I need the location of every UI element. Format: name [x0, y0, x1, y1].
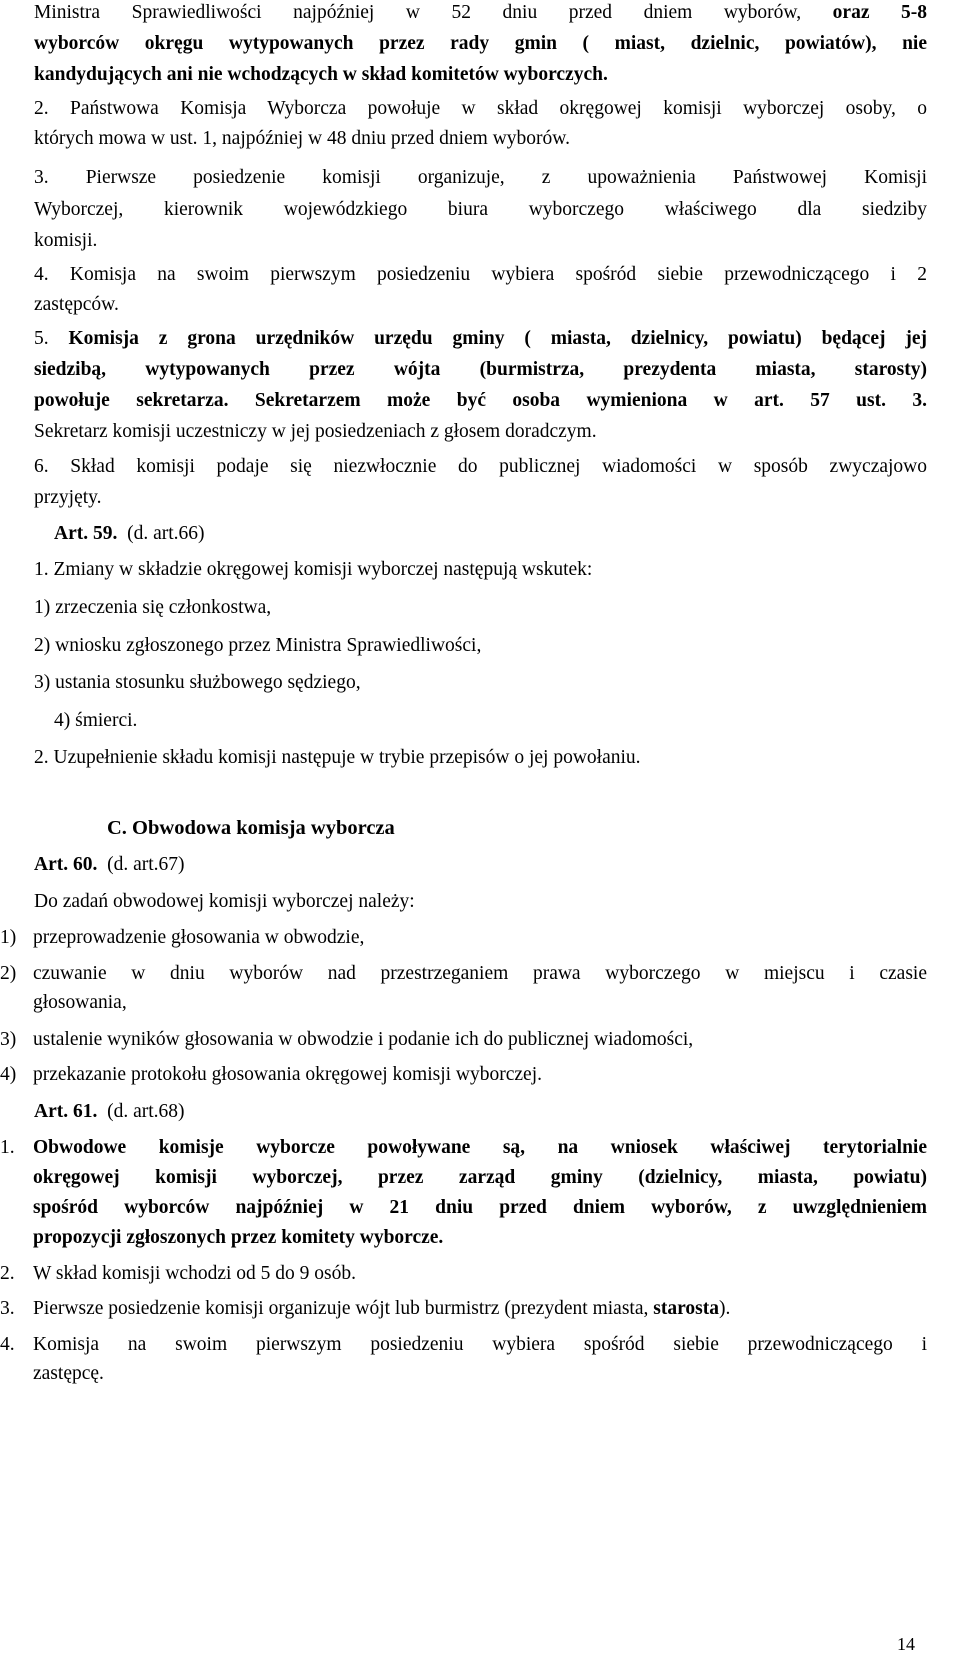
paragraph-text	[33, 1297, 730, 1321]
text-segment: Ministra Sprawiedliwości najpóźniej w 52 dniu przed dniem wyborów,	[34, 2, 802, 23]
text-segment-bold: oraz 5-8	[832, 2, 928, 23]
list-item	[0, 1063, 927, 1087]
list-item-text: przeprowadzenie głosowania w obwodzie,	[33, 927, 365, 948]
list-item: 3) ustania stosunku służbowego sędziego,	[34, 672, 361, 693]
list-item-number: 4)	[0, 1064, 17, 1085]
text-line: przyjęty.	[34, 487, 102, 508]
text-line: powołuje sekretarza. Sekretarzem może być osoba wymieniona w art. 57 ust. 3.	[34, 390, 927, 411]
list-item-text: czuwanie w dniu wyborów nad przestrzeganiem prawa wyborczego w miejscu i czasie	[33, 963, 927, 984]
text-line	[34, 1, 927, 25]
text-line: Wyborczej, kierownik wojewódzkiego biura wyborczego właściwego dla siedziby	[34, 199, 927, 220]
article-reference: (d. art.68)	[107, 1101, 185, 1122]
paragraph	[0, 1333, 927, 1357]
paragraph-number: 5.	[34, 328, 49, 349]
text-line: Sekretarz komisji uczestniczy w jej posiedzeniach z głosem doradczym.	[34, 421, 597, 442]
list-item-text: przekazanie protokołu głosowania okręgowej komisji wyborczej.	[33, 1064, 543, 1085]
text-line: kandydujących ani nie wchodzących w skład komitetów wyborczych.	[34, 64, 608, 85]
list-item	[0, 962, 927, 986]
text-line: propozycji zgłoszonych przez komitety wyborcze.	[33, 1227, 444, 1248]
list-item	[0, 926, 927, 950]
article-heading	[34, 853, 185, 877]
list-item: 4) śmierci.	[54, 710, 138, 731]
list-item-continuation: głosowania,	[33, 992, 127, 1013]
text-line: 1. Zmiany w składzie okręgowej komisji wyborczej następują wskutek:	[34, 559, 593, 580]
text-line: 4. Komisja na swoim pierwszym posiedzeniu wybiera spośród siebie przewodniczącego i 2	[34, 264, 927, 285]
article-reference: (d. art.67)	[107, 854, 185, 875]
list-item-number: 3)	[0, 1029, 17, 1050]
text-line: których mowa w ust. 1, najpóźniej w 48 dniu przed dniem wyborów.	[34, 128, 570, 149]
text-line: 2. Uzupełnienie składu komisji następuje w trybie przepisów o jej powołaniu.	[34, 747, 641, 768]
paragraph-text: Obwodowe komisje wyborcze powoływane są, na wniosek właściwej terytorialnie	[33, 1137, 927, 1158]
text-line: spośród wyborców najpóźniej w 21 dniu przed dniem wyborów, z uwzględnieniem	[33, 1197, 927, 1218]
list-item-number: 1)	[0, 927, 17, 948]
paragraph	[0, 1262, 927, 1286]
text-line: siedzibą, wytypowanych przez wójta (burmistrza, prezydenta miasta, starosty)	[34, 359, 927, 380]
text-line: zastępców.	[34, 294, 119, 315]
list-item: 2) wniosku zgłoszonego przez Ministra Sprawiedliwości,	[34, 635, 482, 656]
text-line: 3. Pierwsze posiedzenie komisji organizuje, z upoważnienia Państwowej Komisji	[34, 167, 927, 188]
text-line: 2. Państwowa Komisja Wyborcza powołuje w skład okręgowej komisji wyborczej osoby, o	[34, 98, 927, 119]
paragraph-number: 2.	[0, 1263, 15, 1284]
article-heading	[54, 522, 205, 546]
list-item	[0, 1028, 927, 1052]
paragraph-number: 1.	[0, 1137, 15, 1158]
article-number: Art. 60.	[34, 854, 98, 875]
text-segment-bold: Komisja z grona urzędników urzędu gminy ( miasta, dzielnicy, powiatu) będącej jej	[68, 328, 928, 349]
paragraph-text: Komisja na swoim pierwszym posiedzeniu wybiera spośród siebie przewodniczącego i	[33, 1334, 927, 1355]
paragraph-number: 3.	[0, 1298, 15, 1319]
article-heading	[34, 1100, 185, 1124]
text-line: Do zadań obwodowej komisji wyborczej należy:	[34, 891, 415, 912]
text-line: zastępcę.	[33, 1363, 104, 1384]
text-segment: ).	[718, 1298, 731, 1319]
article-number: Art. 61.	[34, 1101, 98, 1122]
paragraph-number: 4.	[0, 1334, 15, 1355]
text-line: wyborców okręgu wytypowanych przez rady gmin ( miast, dzielnic, powiatów), nie	[34, 33, 927, 54]
list-item: 1) zrzeczenia się członkostwa,	[34, 597, 272, 618]
article-reference: (d. art.66)	[127, 523, 205, 544]
text-segment-bold: starosta	[653, 1298, 719, 1319]
list-item-text: ustalenie wyników głosowania w obwodzie i podanie ich do publicznej wiadomości,	[33, 1029, 694, 1050]
text-line: okręgowej komisji wyborczej, przez zarząd gminy (dzielnicy, miasta, powiatu)	[33, 1167, 927, 1188]
text-segment: Pierwsze posiedzenie komisji organizuje wójt lub burmistrz (prezydent miasta,	[33, 1298, 654, 1319]
text-line: 6. Skład komisji podaje się niezwłocznie do publicznej wiadomości w sposób zwyczajowo	[34, 456, 927, 477]
paragraph-text: W skład komisji wchodzi od 5 do 9 osób.	[33, 1263, 356, 1284]
page-number: 14	[897, 1634, 915, 1654]
list-item-number: 2)	[0, 963, 17, 984]
paragraph	[0, 1136, 927, 1160]
section-title: C. Obwodowa komisja wyborcza	[107, 817, 395, 839]
text-line	[34, 327, 927, 351]
article-number: Art. 59.	[54, 523, 118, 544]
paragraph	[0, 1297, 927, 1321]
text-line: komisji.	[34, 230, 98, 251]
